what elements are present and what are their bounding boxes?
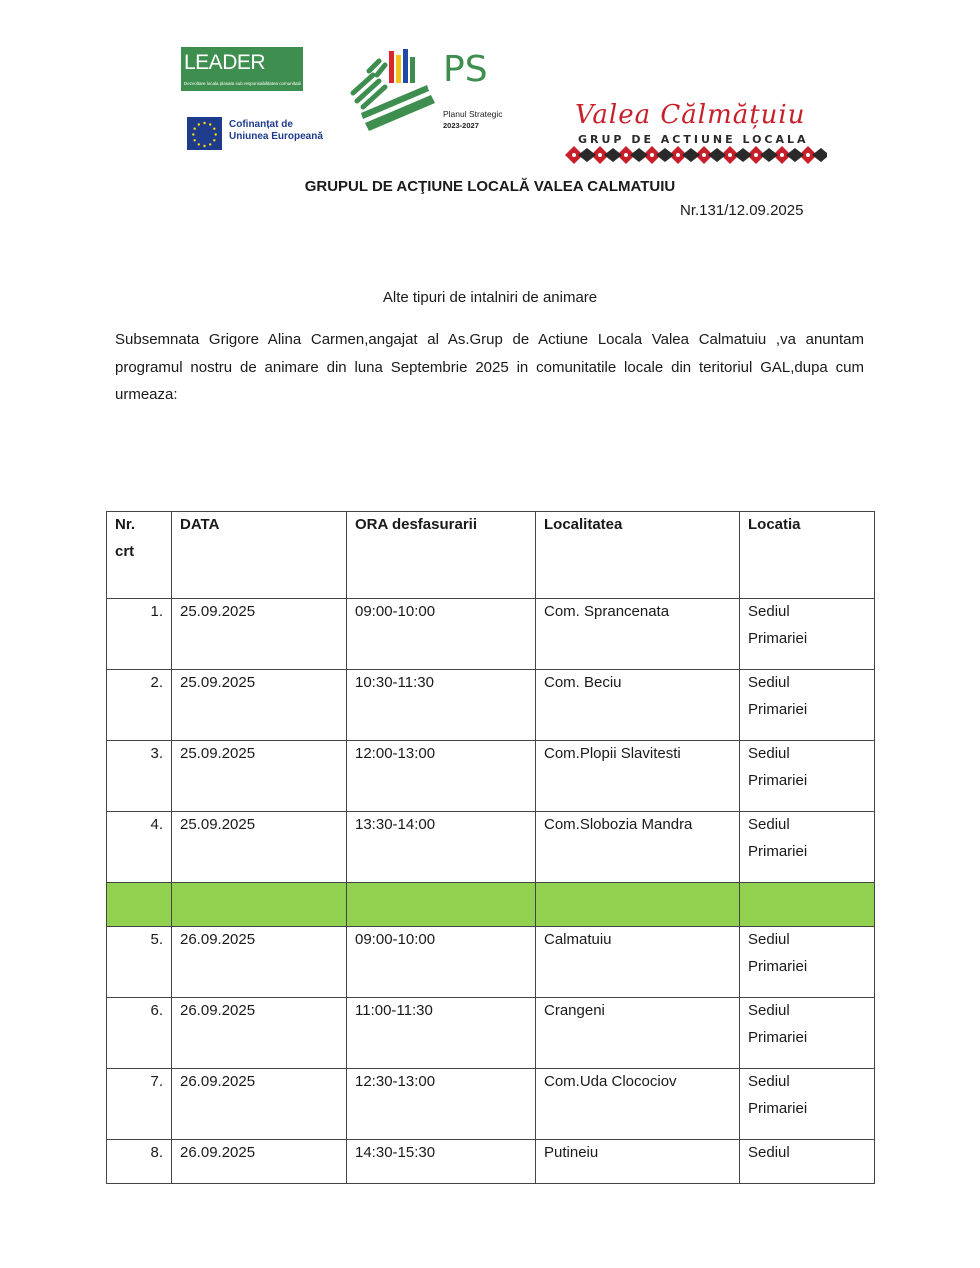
leader-logo <box>181 47 303 91</box>
cell-nr: 3. <box>107 741 172 812</box>
cell-nr: 8. <box>107 1140 172 1184</box>
document-number: Nr.131/12.09.2025 <box>680 202 804 219</box>
cell-location: Sediul Primariei <box>740 670 875 741</box>
header-location: Locatia <box>740 512 875 599</box>
header-nr-crt: Nr. crt <box>107 512 172 599</box>
table-row <box>107 599 875 670</box>
cell-location: Sediul Primariei <box>740 998 875 1069</box>
table-row <box>107 927 875 998</box>
animation-schedule-table <box>106 511 875 1184</box>
table-row <box>107 812 875 883</box>
table-row <box>107 1140 875 1184</box>
cell-date: 26.09.2025 <box>172 1140 347 1184</box>
cell-time: 12:30-13:00 <box>347 1069 536 1140</box>
cell-place: Com. Beciu <box>536 670 740 741</box>
document-heading: Alte tipuri de intalniri de animare <box>382 289 598 306</box>
header-place: Localitatea <box>536 512 740 599</box>
cell-date: 26.09.2025 <box>172 998 347 1069</box>
cell-location: Sediul Primariei <box>740 927 875 998</box>
cell-nr: 4. <box>107 812 172 883</box>
cell-location: Sediul Primariei <box>740 812 875 883</box>
cell-time: 09:00-10:00 <box>347 927 536 998</box>
eu-text-line1: Cofinanțat de <box>229 119 293 130</box>
ps-logo-line2: 2023-2027 <box>443 121 479 130</box>
cell-date: 26.09.2025 <box>172 1069 347 1140</box>
header-date: DATA <box>172 512 347 599</box>
gal-logo-subtitle: GRUP DE ACTIUNE LOCALA <box>578 133 809 146</box>
cell-place: Com.Uda Clocociov <box>536 1069 740 1140</box>
folk-pattern-icon <box>565 146 827 164</box>
cell-location: Sediul Primariei <box>740 741 875 812</box>
eu-flag-icon <box>187 117 222 150</box>
table-row <box>107 670 875 741</box>
ps-strategic-plan-logo <box>345 45 505 137</box>
cell-date: 25.09.2025 <box>172 670 347 741</box>
cell-date: 25.09.2025 <box>172 741 347 812</box>
eu-cofinancing-text <box>229 119 323 143</box>
cell-time: 14:30-15:30 <box>347 1140 536 1184</box>
cell-date: 25.09.2025 <box>172 599 347 670</box>
ps-emblem-icon <box>353 49 435 131</box>
table-row <box>107 741 875 812</box>
cell-place: Putineiu <box>536 1140 740 1184</box>
cell-date: 25.09.2025 <box>172 812 347 883</box>
gal-logo-title: Valea Călmățuiu <box>575 100 806 130</box>
cell-place: Crangeni <box>536 998 740 1069</box>
cell-time: 11:00-11:30 <box>347 998 536 1069</box>
cell-nr: 6. <box>107 998 172 1069</box>
intro-paragraph: Subsemnata Grigore Alina Carmen,angajat al As.Grup de Actiune Locala Valea Calmatuiu ,va anuntam programul nostru de animare din luna Septembrie 2025 in comunitatile locale din teritoriul GAL,dupa cum urmeaza: <box>115 331 864 403</box>
cell-place: Com.Slobozia Mandra <box>536 812 740 883</box>
cell-date: 26.09.2025 <box>172 927 347 998</box>
cell-place: Com. Sprancenata <box>536 599 740 670</box>
leader-logo-title: LEADER <box>184 51 266 74</box>
ps-logo-line1: Planul Strategic <box>443 109 503 119</box>
ps-logo-letters: PS <box>443 49 488 90</box>
header-time: ORA desfasurarii <box>347 512 536 599</box>
cell-nr: 1. <box>107 599 172 670</box>
cell-time: 12:00-13:00 <box>347 741 536 812</box>
day-separator-row <box>107 883 875 927</box>
leader-logo-subtitle: Dezvoltare locala plasata sub responsabilitatea comunitatii <box>184 81 301 86</box>
cell-location: Sediul Primariei <box>740 1069 875 1140</box>
cell-nr: 2. <box>107 670 172 741</box>
cell-place: Com.Plopii Slavitesti <box>536 741 740 812</box>
cell-place: Calmatuiu <box>536 927 740 998</box>
table-row <box>107 998 875 1069</box>
organization-title: GRUPUL DE ACŢIUNE LOCALĂ VALEA CALMATUIU <box>304 178 676 195</box>
table-row <box>107 1069 875 1140</box>
eu-text-line2: Uniunea Europeană <box>229 131 323 142</box>
cell-nr: 5. <box>107 927 172 998</box>
table-header-row <box>107 512 875 599</box>
cell-time: 13:30-14:00 <box>347 812 536 883</box>
cell-time: 09:00-10:00 <box>347 599 536 670</box>
cell-nr: 7. <box>107 1069 172 1140</box>
cell-location: Sediul Primariei <box>740 599 875 670</box>
cell-time: 10:30-11:30 <box>347 670 536 741</box>
cell-location: Sediul <box>740 1140 875 1184</box>
